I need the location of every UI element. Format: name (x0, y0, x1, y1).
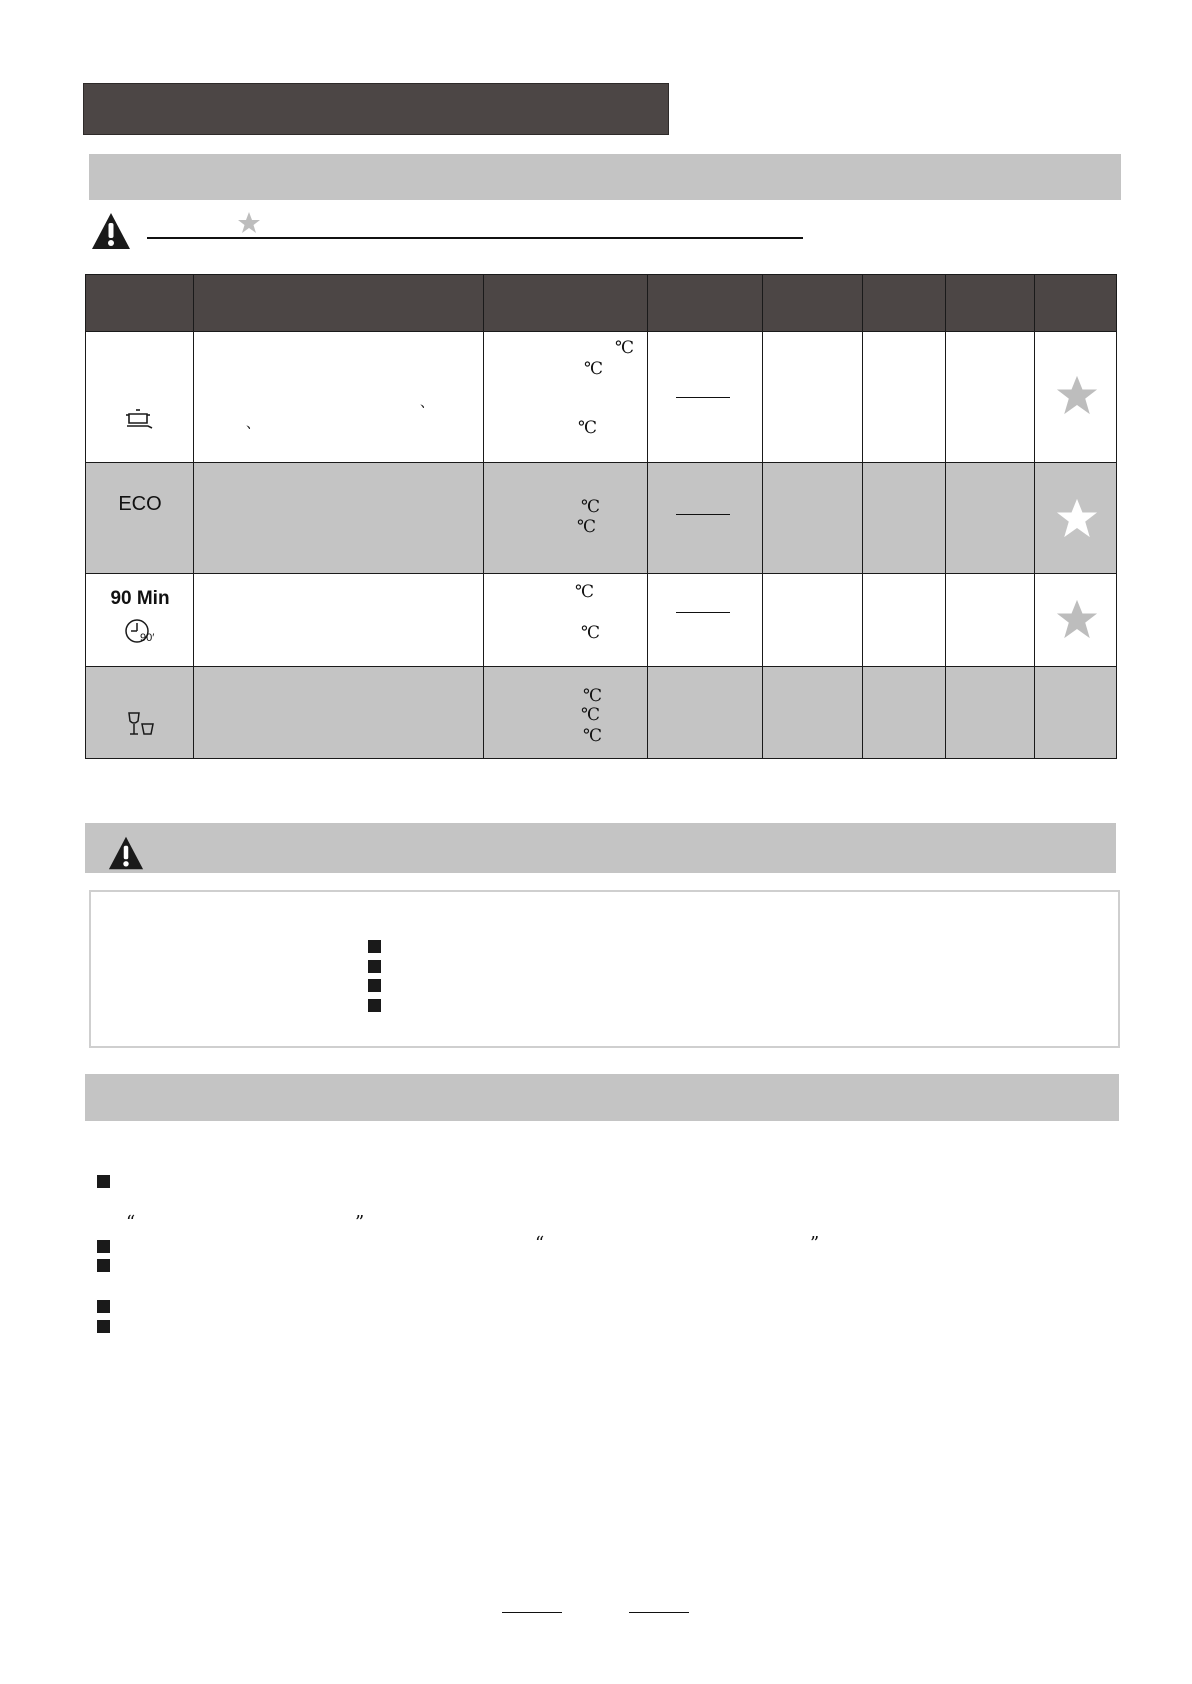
time-cell (763, 574, 863, 667)
energy-cell (863, 332, 946, 463)
note-box (89, 890, 1120, 1048)
separator-mark: 、 (420, 396, 434, 411)
header-program (86, 275, 194, 332)
rinse-cell (1035, 332, 1117, 463)
detergent-cell (648, 332, 763, 463)
eco-label: ECO (118, 493, 162, 515)
open-quote: “ (126, 1212, 136, 1233)
description-cell (194, 332, 484, 463)
pot-icon (124, 408, 158, 437)
degree-unit: ℃ (578, 418, 598, 438)
cycle-cell (484, 667, 648, 759)
warning-icon (107, 835, 145, 871)
glass-icon (126, 711, 156, 742)
table-row (86, 463, 1117, 574)
detergent-dash (676, 514, 730, 515)
description-cell (194, 463, 484, 574)
footer-rule (629, 1612, 689, 1613)
rinse-cell (1035, 463, 1117, 574)
description-cell (194, 574, 484, 667)
bullet-marker (368, 999, 381, 1012)
water-cell (946, 667, 1035, 759)
section-band-warning (85, 823, 1116, 873)
bullet-marker (97, 1175, 110, 1188)
rinse-cell (1035, 667, 1117, 759)
energy-cell (863, 574, 946, 667)
detergent-dash (676, 397, 730, 398)
header-description (194, 275, 484, 332)
energy-cell (863, 463, 946, 574)
bullet-marker (368, 940, 381, 953)
cycle-cell (484, 463, 648, 574)
detergent-cell (648, 667, 763, 759)
bullet-marker (97, 1259, 110, 1272)
description-cell (194, 667, 484, 759)
title-bar (83, 83, 669, 135)
table-row (86, 574, 1117, 667)
header-water (946, 275, 1035, 332)
section-band-info (85, 1074, 1119, 1121)
bullet-marker (97, 1300, 110, 1313)
detergent-dash (676, 612, 730, 613)
program-cell (86, 574, 194, 667)
degree-unit: ℃ (584, 359, 604, 379)
degree-unit: ℃ (583, 726, 603, 746)
degree-unit: ℃ (577, 517, 597, 537)
footer-rule (502, 1612, 562, 1613)
degree-unit: ℃ (581, 623, 601, 643)
detergent-cell (648, 463, 763, 574)
star-icon (237, 211, 261, 240)
degree-unit: ℃ (581, 705, 601, 725)
header-energy (863, 275, 946, 332)
program-cell (86, 463, 194, 574)
time-cell (763, 332, 863, 463)
header-time (763, 275, 863, 332)
table-row (86, 332, 1117, 463)
time-cell (763, 463, 863, 574)
table-row (86, 667, 1117, 759)
clock-90-text: 90′ (140, 632, 155, 644)
detergent-cell (648, 574, 763, 667)
program-cell (86, 667, 194, 759)
star-icon (1055, 374, 1099, 421)
close-quote: ” (355, 1212, 365, 1233)
water-cell (946, 463, 1035, 574)
header-rinse (1035, 275, 1117, 332)
time-cell (763, 667, 863, 759)
star-icon (1055, 497, 1099, 544)
energy-cell (863, 667, 946, 759)
bullet-marker (368, 979, 381, 992)
section-band-programs (89, 154, 1121, 200)
close-quote: ” (810, 1233, 820, 1254)
cycle-cell (484, 332, 648, 463)
water-cell (946, 332, 1035, 463)
water-cell (946, 574, 1035, 667)
bullet-marker (97, 1320, 110, 1333)
clock-90-icon (124, 618, 162, 653)
header-detergent (648, 275, 763, 332)
open-quote: “ (535, 1233, 545, 1254)
header-cycle (484, 275, 648, 332)
degree-unit: ℃ (581, 497, 601, 517)
degree-unit: ℃ (575, 582, 595, 602)
rinse-cell (1035, 574, 1117, 667)
program-table (85, 274, 1117, 759)
bullet-marker (97, 1240, 110, 1253)
warning-icon (90, 211, 132, 251)
separator-mark: 、 (246, 417, 260, 432)
degree-unit: ℃ (583, 686, 603, 706)
table-header-row (86, 275, 1117, 332)
note-underline (147, 237, 803, 239)
star-icon (1055, 598, 1099, 645)
90min-label: 90 Min (110, 588, 170, 609)
program-cell (86, 332, 194, 463)
degree-unit: ℃ (615, 338, 635, 358)
cycle-cell (484, 574, 648, 667)
bullet-marker (368, 960, 381, 973)
